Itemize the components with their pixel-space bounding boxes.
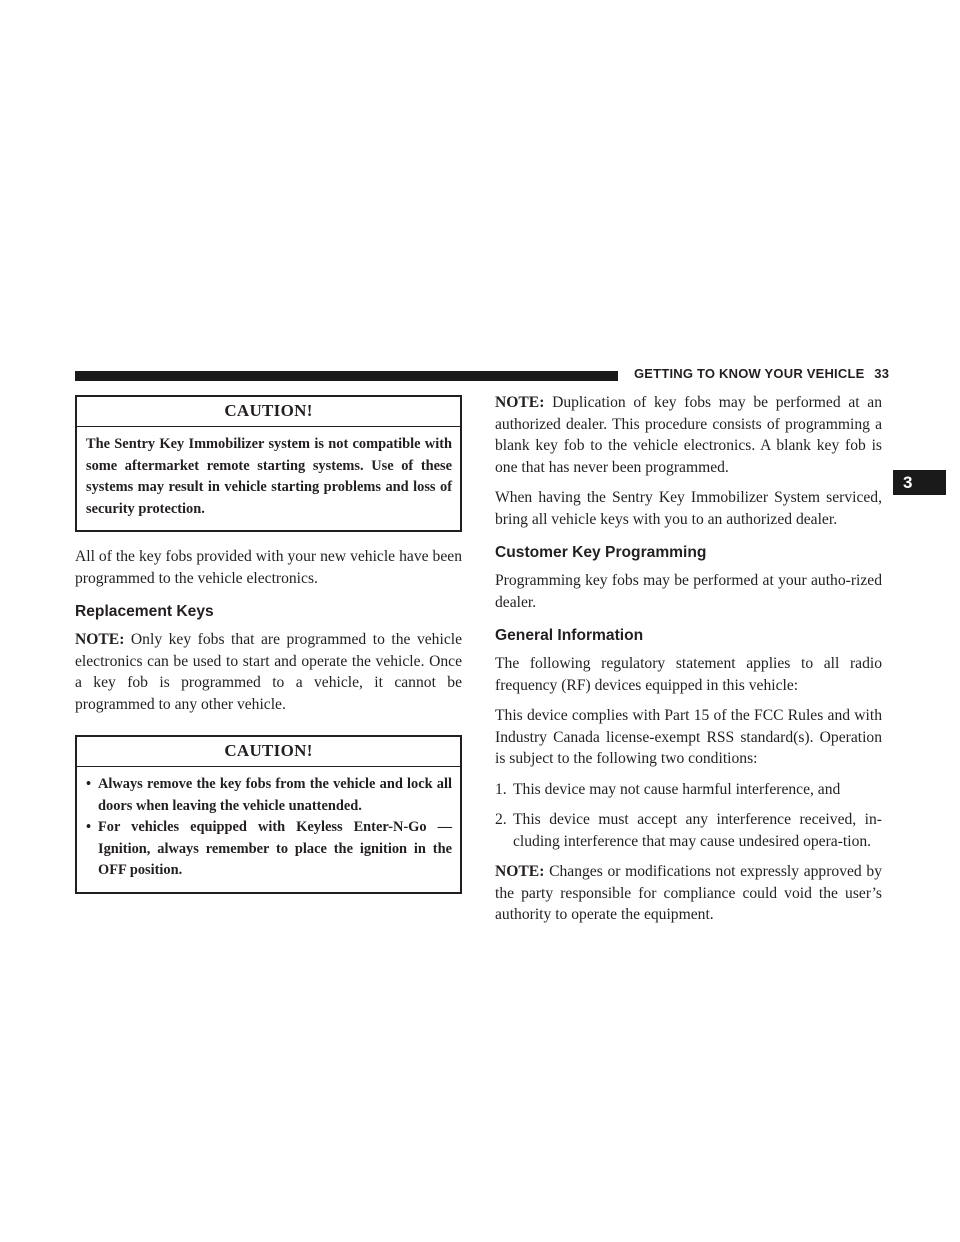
condition-number: 2. xyxy=(495,811,507,828)
caution-bullet-item xyxy=(86,817,452,882)
note-text: Duplication of key fobs may be performed at an authorized dealer. This procedure consists of programming a blank key fob to the vehicle electronics. A blank key fob is one that has never been programmed. xyxy=(495,394,882,476)
bullet-icon: • xyxy=(86,776,92,792)
header-rule xyxy=(75,371,618,381)
caution-title: CAUTION! xyxy=(77,397,460,427)
note-label: NOTE: xyxy=(75,631,125,648)
paragraph-customer-programming: Programming key fobs may be performed at your autho-rized dealer. xyxy=(495,572,882,611)
bullet-icon: • xyxy=(86,819,92,835)
paragraph-key-fobs: All of the key fobs provided with your new vehicle have been programmed to the vehicle electronics. xyxy=(75,548,462,587)
conditions-list xyxy=(495,779,882,853)
caution-bullet-list xyxy=(86,774,452,882)
running-header xyxy=(634,366,889,381)
caution-title: CAUTION! xyxy=(77,737,460,767)
condition-number: 1. xyxy=(495,780,507,798)
note-label: NOTE: xyxy=(495,863,545,880)
caution-box-immobilizer xyxy=(75,395,462,532)
condition-item xyxy=(495,779,882,801)
section-title: GETTING TO KNOW YOUR VEHICLE xyxy=(634,366,865,381)
caution-box-key-fobs xyxy=(75,735,462,894)
heading-general-information: General Information xyxy=(495,627,644,644)
heading-replacement-keys: Replacement Keys xyxy=(75,603,214,620)
condition-text: This device may not cause harmful interference, and xyxy=(513,780,841,798)
left-column xyxy=(75,395,462,908)
note-modifications xyxy=(495,861,882,926)
caution-bullet-text: Always remove the key fobs from the vehicle and lock all doors when leaving the vehicle unattended. xyxy=(98,776,452,814)
right-column xyxy=(495,392,882,935)
caution-bullet-text: For vehicles equipped with Keyless Enter-N-Go — Ignition, always remember to place the ignition in the OFF position. xyxy=(98,819,452,878)
note-text: Only key fobs that are programmed to the vehicle electronics can be used to start and operate the vehicle. Once a key fob is programmed to a vehicle, it cannot be programmed to any other vehicle. xyxy=(75,631,462,713)
note-replacement-keys xyxy=(75,629,462,715)
condition-item xyxy=(495,809,882,852)
caution-bullet-item xyxy=(86,774,452,817)
paragraph-service: When having the Sentry Key Immobilizer System serviced, bring all vehicle keys with you to an authorized dealer. xyxy=(495,489,882,528)
note-duplication xyxy=(495,392,882,478)
caution-text: The Sentry Key Immobilizer system is not compatible with some aftermarket remote starting systems. Use of these systems may result in vehicle starting problems and loss of security protection. xyxy=(86,436,452,517)
note-text: Changes or modifications not expressly approved by the party responsible for compliance could void the user’s authority to operate the equipment. xyxy=(495,863,882,923)
paragraph-regulatory-statement: The following regulatory statement applies to all radio frequency (RF) devices equipped in this vehicle: xyxy=(495,655,882,694)
paragraph-fcc-compliance: This device complies with Part 15 of the FCC Rules and with Industry Canada license-exempt RSS standard(s). Operation is subject to the following two conditions: xyxy=(495,707,882,767)
condition-text: This device must accept any interference received, in-cluding interference that may cause undesired opera-tion. xyxy=(513,811,882,850)
heading-customer-key-programming: Customer Key Programming xyxy=(495,544,707,561)
page-number: 33 xyxy=(874,366,890,381)
note-label: NOTE: xyxy=(495,394,545,411)
caution-list-container xyxy=(77,767,460,892)
chapter-tab: 3 xyxy=(893,470,946,495)
